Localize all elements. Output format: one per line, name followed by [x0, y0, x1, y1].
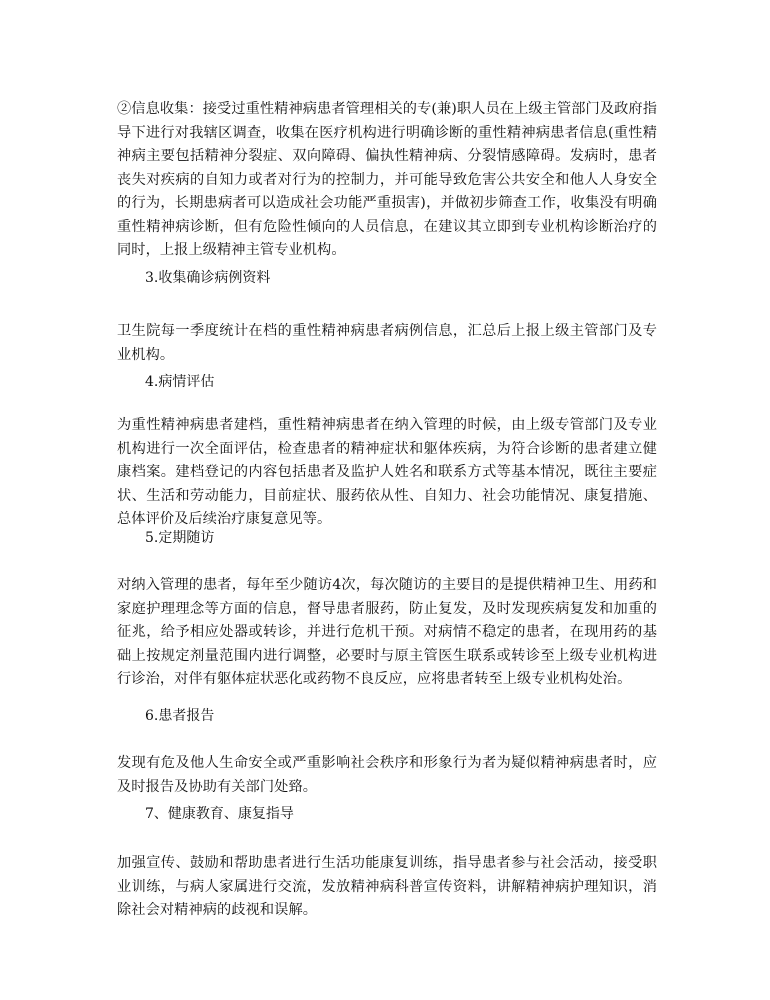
paragraph-regular-follow-up: 对纳入管理的患者，每年至少随访4次，每次随访的主要目的是提供精神卫生、用药和家庭护理理念等方面的信息，督导患者服药，防止复发，及时发现疾病复发和加重的征兆，给予相应处器或转诊，并进行危机干预。对病情不稳定的患者，在现用药的基础上按规定剂量范围内进行调整，必要时与原主管医生联系或转诊至上级专业机构进行诊治，对伴有躯体症状恶化或药物不良反应，应将患者转至上级专业机构处治。 — [117, 577, 657, 687]
paragraph-collect-confirmed-cases: 卫生院每一季度统计在档的重性精神病患者病例信息，汇总后上报上级主管部门及专业机构。 — [117, 323, 657, 363]
paragraph-health-education: 加强宣传、鼓励和帮助患者进行生活功能康复训练，指导患者参与社会活动，接受职业训练，与病人家属进行交流，发放精神病科普宣传资料，讲解精神病护理知识，消除社会对精神病的歧视和误解。 — [117, 855, 657, 918]
paragraph-patient-report: 发现有危及他人生命安全或严重影响社会秩序和形象行为者为疑似精神病患者时，应及时报告及协助有关部门处臵。 — [117, 755, 657, 795]
paragraph-condition-assessment: 为重性精神病患者建档，重性精神病患者在纳入管理的时候，由上级专管部门及专业机构进行一次全面评估，检查患者的精神症状和躯体疾病，为符合诊断的患者建立健康档案。建档登记的内容包括患者及监护人姓名和联系方式等基本情况，既往主要症状、生活和劳动能力，目前症状、服药依从性、自知力、社会功能情况、康复措施、总体评价及后续治疗康复意见等。 — [117, 417, 657, 527]
heading-collect-confirmed-cases: 3.收集确诊病例资料 — [145, 270, 271, 286]
heading-condition-assessment: 4.病情评估 — [145, 374, 215, 390]
heading-patient-report: 6.患者报告 — [145, 708, 215, 724]
paragraph-information-collection: ②信息收集：接受过重性精神病患者管理相关的专(兼)职人员在上级主管部门及政府指导下进行对我辖区调查，收集在医疗机构进行明确诊断的重性精神病患者信息(重性精神病主要包括精神分裂症、双向障碍、偏执性精神病、分裂情感障碍。发病时，患者丧失对疾病的自知力或者对行为的控制力，并可能导致危害公共安全和他人人身安全的行为，长期患病者可以造成社会功能严重损害)，并做初步筛查工作，收集没有明确重性精神病诊断，但有危险性倾向的人员信息，在建议其立即到专业机构诊断治疗的同时，上报上级精神主管专业机构。 — [117, 101, 657, 258]
heading-regular-follow-up: 5.定期随访 — [145, 530, 215, 546]
heading-health-education: 7、健康教育、康复指导 — [145, 806, 294, 822]
